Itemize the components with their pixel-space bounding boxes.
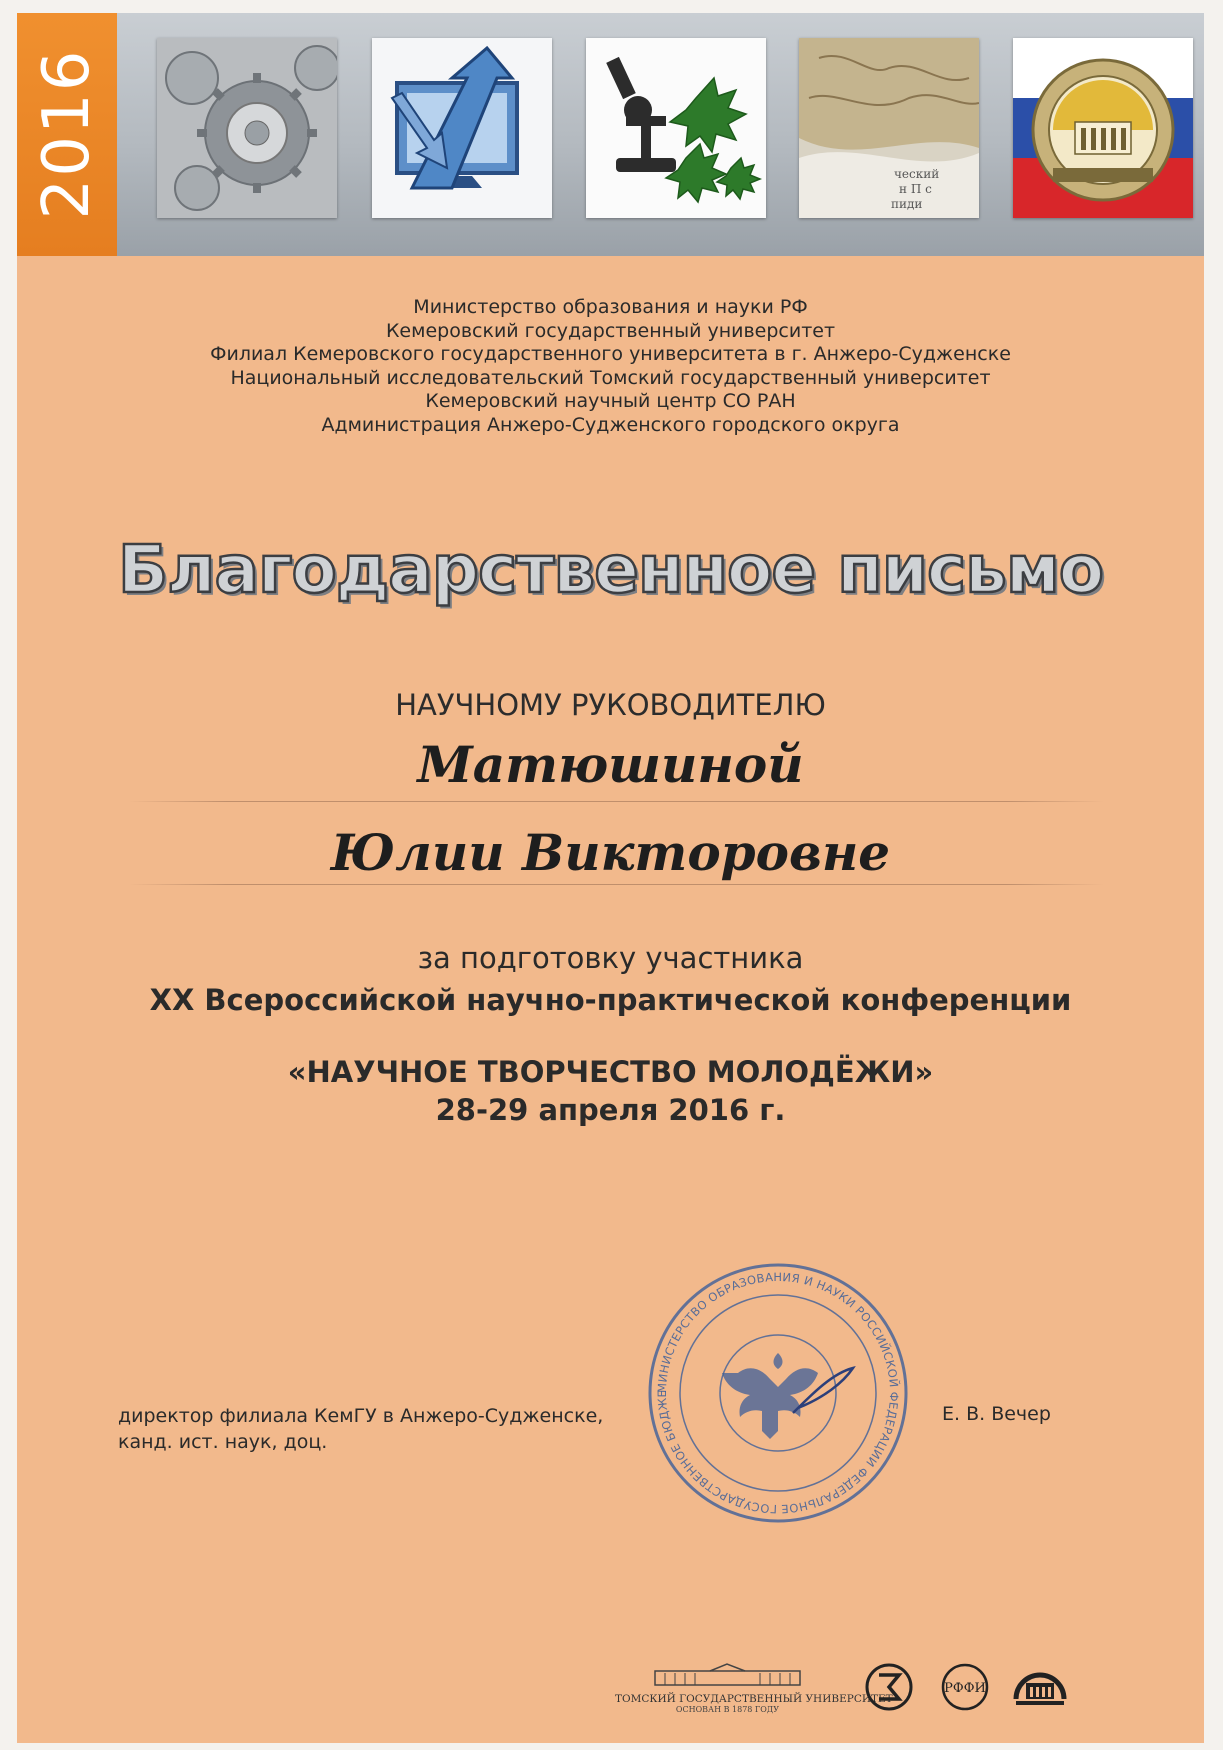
tsu-sub: ОСНОВАН В 1878 ГОДУ <box>675 1705 780 1714</box>
year-band <box>17 13 117 256</box>
conference-title: XX Всероссийской научно-практической конференции <box>149 983 1072 1017</box>
recipient-role: НАУЧНОМУ РУКОВОДИТЕЛЮ <box>395 688 826 722</box>
recipient-surname: Матюшиной <box>417 735 804 794</box>
svg-text:н П с: н П с <box>899 182 932 196</box>
organizer-line: Кемеровский государственный университет <box>385 319 836 342</box>
name-underline <box>129 884 1104 885</box>
organizer-line: Кемеровский научный центр СО РАН <box>425 390 796 412</box>
microscope-leaves-icon <box>586 38 766 218</box>
tsu-logo <box>615 1663 893 1714</box>
gears-icon <box>157 38 337 218</box>
certificate-sheet <box>17 13 1204 1743</box>
signer-title-line: директор филиала КемГУ в Анжеро-Судженске, <box>118 1405 604 1427</box>
monitor-arrow-icon <box>372 38 552 218</box>
svg-text:ческий: ческий <box>894 167 940 181</box>
svg-text:пиди: пиди <box>891 197 923 211</box>
rfbr-logo <box>939 1661 991 1717</box>
organizer-line: Администрация Анжеро-Судженского городского округа <box>321 413 900 436</box>
branch-emblem-icon <box>1013 38 1193 218</box>
tsu-name: ТОМСКИЙ ГОСУДАРСТВЕННЫЙ УНИВЕРСИТЕТ <box>615 1693 893 1705</box>
rfbr-logo-icon <box>939 1661 991 1713</box>
document-title: Благодарственное письмо <box>117 531 1104 608</box>
official-stamp <box>643 1258 913 1528</box>
map-book-icon <box>799 38 979 218</box>
kemsu-building-icon <box>1012 1659 1068 1713</box>
signer-title-line: канд. ист. наук, доц. <box>118 1431 328 1453</box>
organizer-line: Национальный исследовательский Томский государственный университет <box>230 366 991 389</box>
signer-title <box>118 1403 603 1455</box>
sigma-logo-icon <box>863 1661 915 1717</box>
stamp-text: МИНИСТЕРСТВО ОБРАЗОВАНИЯ И НАУКИ РОССИЙСКОЙ ФЕДЕРАЦИИ ФЕДЕРАЛЬНОЕ ГОСУДАРСТВЕННОЕ БЮДЖЕ <box>654 1269 902 1517</box>
organizer-line: Филиал Кемеровского государственного университета в г. Анжеро-Судженске <box>210 343 1011 365</box>
eagle-emblem-icon <box>722 1353 818 1439</box>
name-underline <box>129 801 1104 802</box>
header-banner <box>17 13 1204 256</box>
organizers-list <box>17 296 1204 437</box>
reason-text: за подготовку участника <box>417 941 804 975</box>
year-label: 2016 <box>30 48 104 220</box>
rfbr-label: РФФИ <box>944 1681 986 1696</box>
organizer-line: Министерство образования и науки РФ <box>413 296 808 318</box>
recipient-given-name: Юлии Викторовне <box>330 823 891 882</box>
conference-dates: 28-29 апреля 2016 г. <box>435 1093 786 1127</box>
signer-name: Е. В. Вечер <box>942 1403 1051 1425</box>
conference-name: «НАУЧНОЕ ТВОРЧЕСТВО МОЛОДЁЖИ» <box>287 1055 934 1089</box>
tsu-building-icon <box>615 1663 840 1689</box>
